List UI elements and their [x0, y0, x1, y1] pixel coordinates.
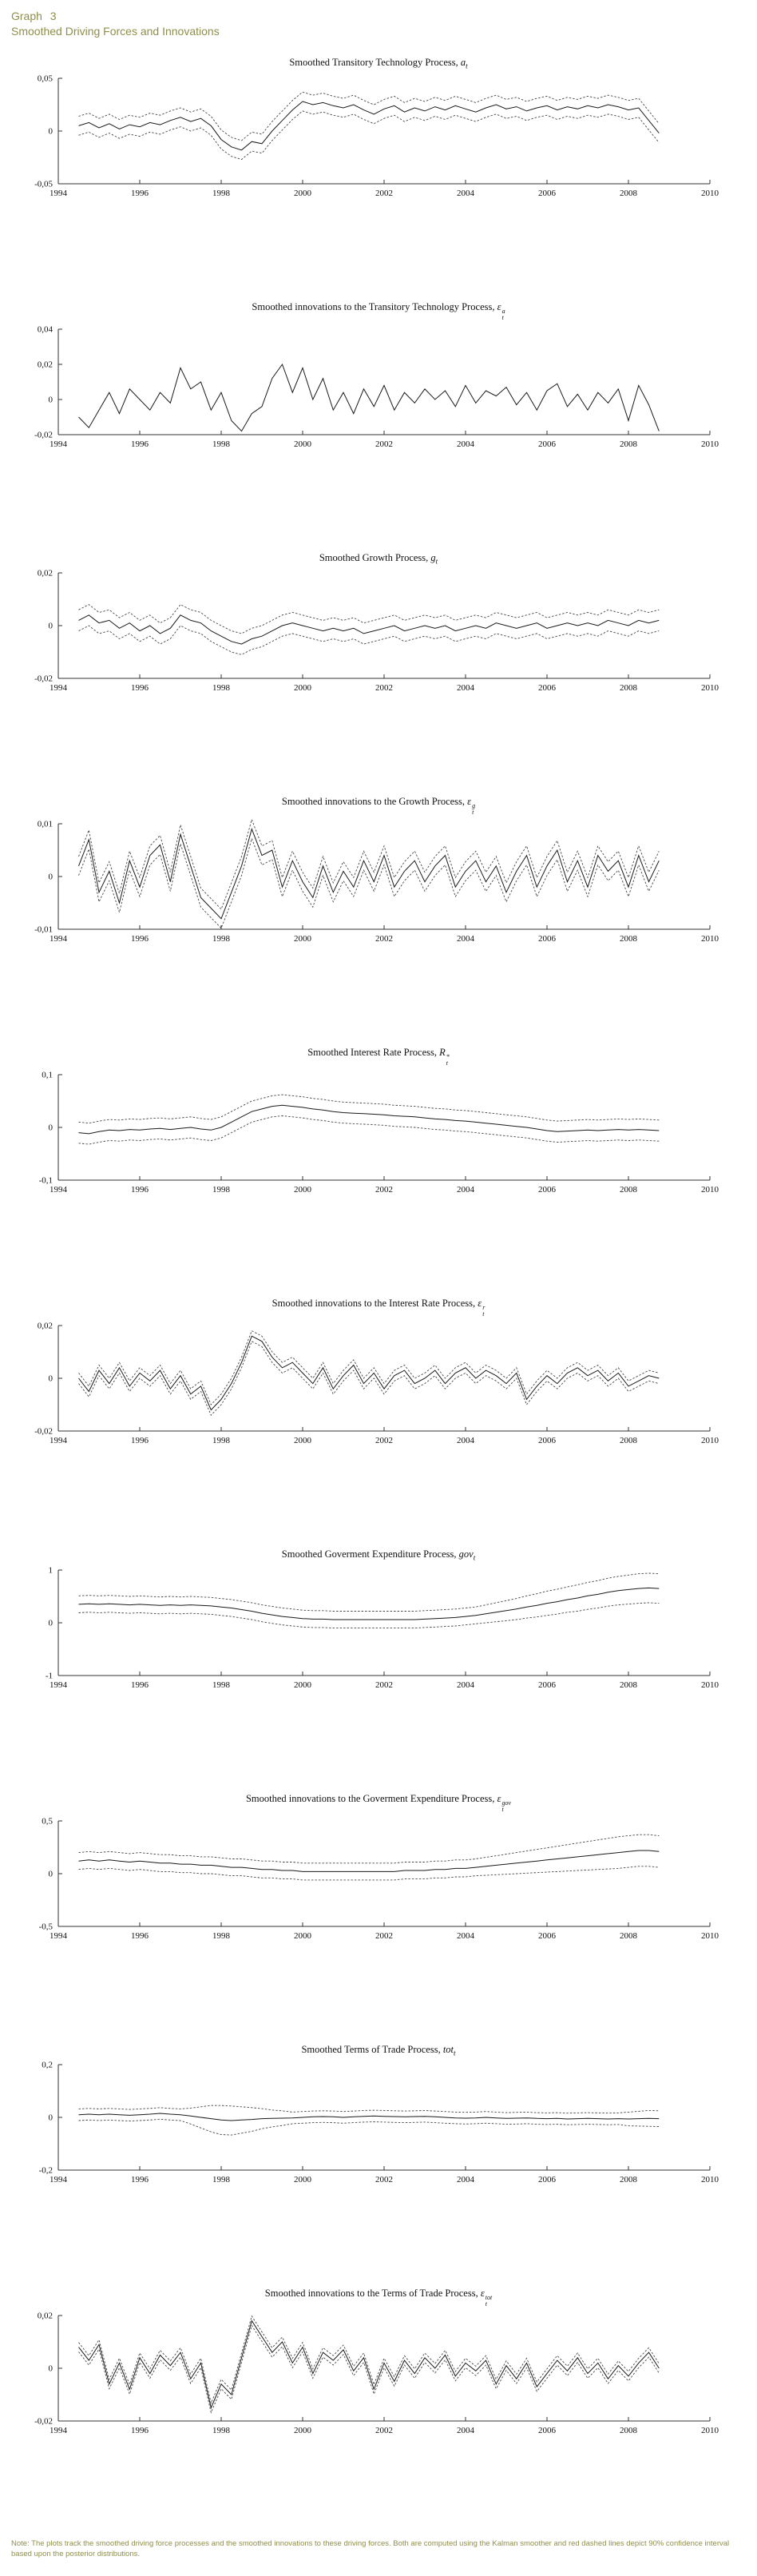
- x-tick-label: 1998: [212, 934, 230, 944]
- y-tick-label: 0,05: [37, 74, 53, 83]
- y-tick-label: 0: [48, 1123, 53, 1133]
- x-tick-label: 1998: [212, 439, 230, 449]
- x-tick-label: 2008: [620, 439, 637, 449]
- ci-upper-line: [79, 605, 660, 634]
- y-tick-label: 0: [48, 1869, 53, 1878]
- smoothed-line: [79, 1588, 660, 1620]
- chart-government-expenditure-innovations: [10, 1793, 747, 1954]
- y-tick-label: 0,04: [37, 324, 53, 334]
- x-tick-label: 2000: [294, 2426, 311, 2435]
- y-tick-label: -0,05: [34, 179, 53, 189]
- smoothed-line: [79, 615, 660, 644]
- y-tick-label: -0,2: [38, 2165, 53, 2176]
- y-tick-label: -0,02: [34, 674, 53, 684]
- x-tick-label: 1998: [212, 188, 230, 198]
- x-tick-label: 2002: [375, 188, 393, 198]
- ci-lower-line: [79, 110, 660, 159]
- math-symbol: gov$_t$: [458, 1548, 476, 1562]
- x-tick-label: 2008: [620, 1930, 637, 1941]
- x-tick-label: 2010: [701, 1185, 719, 1195]
- x-tick-label: 2004: [457, 1680, 474, 1690]
- chart-plot: [15, 1068, 742, 1204]
- x-tick-label: 2010: [701, 683, 719, 693]
- chart-interest-rate-process: [10, 1047, 747, 1208]
- chart-title-text: Smoothed innovations to the Terms of Trade Process,: [264, 2288, 481, 2299]
- chart-title: [10, 2044, 747, 2057]
- smoothed-line: [79, 364, 660, 431]
- x-tick-label: 2010: [701, 188, 719, 198]
- ci-lower-line: [79, 2119, 660, 2135]
- x-tick-label: 2008: [620, 2426, 637, 2435]
- y-tick-label: 0,2: [42, 2060, 53, 2070]
- graph-title: Smoothed Driving Forces and Innovations: [11, 25, 220, 38]
- x-tick-label: 1996: [131, 188, 149, 198]
- chart-title: [10, 1793, 747, 1813]
- x-tick-label: 1996: [131, 934, 149, 944]
- x-tick-label: 2002: [375, 934, 393, 944]
- math-symbol: ε a t: [497, 300, 505, 321]
- chart-plot: [15, 566, 742, 702]
- x-tick-label: 2008: [620, 683, 637, 693]
- chart-interest-rate-innovations: [10, 1298, 747, 1459]
- smoothed-line: [79, 1105, 660, 1134]
- chart-title-text: Smoothed Growth Process,: [319, 551, 431, 563]
- x-tick-label: 2004: [457, 934, 474, 944]
- x-tick-label: 2008: [620, 1680, 637, 1690]
- chart-title: [10, 552, 747, 566]
- x-tick-label: 1994: [50, 1930, 67, 1941]
- ci-upper-line: [79, 1095, 660, 1123]
- ci-lower-line: [79, 1866, 660, 1879]
- x-tick-label: 1998: [212, 683, 230, 693]
- x-tick-label: 2004: [457, 1930, 474, 1941]
- x-tick-label: 2002: [375, 2426, 393, 2435]
- x-tick-label: 2006: [538, 2426, 556, 2435]
- chart-plot: [15, 2309, 742, 2445]
- x-tick-label: 1994: [50, 439, 67, 449]
- x-tick-label: 2004: [457, 2426, 474, 2435]
- x-tick-label: 2000: [294, 1436, 311, 1445]
- charts-column: [10, 57, 747, 2449]
- x-tick-label: 2008: [620, 1436, 637, 1445]
- x-tick-label: 2004: [457, 188, 474, 198]
- x-tick-label: 2006: [538, 1185, 556, 1195]
- chart-growth-process: [10, 552, 747, 707]
- y-tick-label: 0,02: [37, 2311, 53, 2321]
- chart-title-text: Smoothed innovations to the Growth Process,: [281, 796, 468, 807]
- math-symbol: $g_t$: [430, 551, 438, 565]
- chart-title: [10, 301, 747, 321]
- ci-upper-line: [79, 1835, 660, 1863]
- chart-title: [10, 1548, 747, 1562]
- x-tick-label: 2010: [701, 2175, 719, 2184]
- x-tick-label: 2002: [375, 683, 393, 693]
- y-tick-label: 0: [48, 395, 53, 404]
- x-tick-label: 1998: [212, 1930, 230, 1941]
- math-symbol: tot$_t$: [442, 2043, 456, 2057]
- y-tick-label: 0,5: [42, 1816, 53, 1826]
- y-tick-label: 0,02: [37, 360, 53, 369]
- x-tick-label: 2002: [375, 1930, 393, 1941]
- smoothed-line: [79, 101, 660, 150]
- chart-growth-innovations: [10, 796, 747, 957]
- x-tick-label: 2010: [701, 1930, 719, 1941]
- x-tick-label: 2006: [538, 439, 556, 449]
- chart-plot: [15, 323, 742, 459]
- ci-lower-line: [79, 1602, 660, 1628]
- x-tick-label: 2008: [620, 188, 637, 198]
- x-tick-label: 1994: [50, 2426, 67, 2435]
- smoothed-line: [79, 1851, 660, 1871]
- ci-upper-line: [79, 2316, 660, 2403]
- x-tick-label: 2004: [457, 439, 474, 449]
- x-tick-label: 1998: [212, 2426, 230, 2435]
- x-tick-label: 1994: [50, 188, 67, 198]
- x-tick-label: 2000: [294, 439, 311, 449]
- ci-lower-line: [79, 839, 660, 928]
- chart-plot: [15, 1564, 742, 1699]
- x-tick-label: 1994: [50, 934, 67, 944]
- math-symbol: R * t: [439, 1047, 450, 1067]
- chart-title-text: Smoothed Interest Rate Process,: [307, 1047, 440, 1058]
- chart-plot: [15, 2058, 742, 2194]
- x-tick-label: 2002: [375, 2175, 393, 2184]
- x-tick-label: 1998: [212, 2175, 230, 2184]
- y-tick-label: 0,02: [37, 1321, 53, 1331]
- x-tick-label: 1994: [50, 683, 67, 693]
- x-tick-label: 2006: [538, 683, 556, 693]
- x-tick-label: 2002: [375, 1436, 393, 1445]
- ci-upper-line: [79, 92, 660, 141]
- graph-number: Graph 3: [11, 10, 57, 22]
- report-header: [11, 10, 747, 38]
- chart-plot: [15, 72, 742, 208]
- y-tick-label: -1: [45, 1671, 53, 1680]
- y-tick-label: 1: [48, 1565, 53, 1575]
- x-tick-label: 1996: [131, 1436, 149, 1445]
- x-tick-label: 2006: [538, 934, 556, 944]
- x-tick-label: 2004: [457, 683, 474, 693]
- x-tick-label: 2004: [457, 1185, 474, 1195]
- y-tick-label: -0,1: [38, 1175, 53, 1186]
- y-tick-label: 0: [48, 2113, 53, 2123]
- x-tick-label: 1996: [131, 1930, 149, 1941]
- chart-government-expenditure-process: [10, 1548, 747, 1703]
- x-tick-label: 2000: [294, 2175, 311, 2184]
- y-tick-label: 0: [48, 872, 53, 882]
- ci-upper-line: [79, 1573, 660, 1612]
- y-tick-label: 0,02: [37, 568, 53, 578]
- x-tick-label: 2006: [538, 1930, 556, 1941]
- smoothed-line: [79, 2321, 660, 2408]
- x-tick-label: 2006: [538, 1680, 556, 1690]
- x-tick-label: 2004: [457, 1436, 474, 1445]
- y-tick-label: 0: [48, 2363, 53, 2374]
- x-tick-label: 2002: [375, 439, 393, 449]
- x-tick-label: 2006: [538, 188, 556, 198]
- x-tick-label: 1998: [212, 1185, 230, 1195]
- chart-terms-of-trade-innovations: [10, 2288, 747, 2449]
- y-tick-label: 0: [48, 1618, 53, 1628]
- math-symbol: ε gov t: [497, 1792, 512, 1813]
- x-tick-label: 2000: [294, 188, 311, 198]
- y-tick-label: 0,01: [37, 819, 53, 829]
- chart-title-text: Smoothed innovations to the Interest Rate Process,: [271, 1298, 478, 1309]
- x-tick-label: 2010: [701, 2426, 719, 2435]
- x-tick-label: 2010: [701, 1680, 719, 1690]
- chart-title: [10, 796, 747, 816]
- y-tick-label: 0: [48, 126, 53, 136]
- x-tick-label: 2000: [294, 934, 311, 944]
- chart-terms-of-trade-process: [10, 2044, 747, 2199]
- x-tick-label: 1996: [131, 1680, 149, 1690]
- chart-title-text: Smoothed innovations to the Transitory Technology Process,: [252, 300, 497, 312]
- x-tick-label: 1998: [212, 1680, 230, 1690]
- x-tick-label: 2000: [294, 1680, 311, 1690]
- chart-title-text: Smoothed Transitory Technology Process,: [289, 57, 461, 68]
- x-tick-label: 2008: [620, 2175, 637, 2184]
- y-tick-label: 0,1: [42, 1070, 53, 1080]
- ci-upper-line: [79, 2105, 660, 2113]
- x-tick-label: 1996: [131, 1185, 149, 1195]
- math-symbol: ε r t: [478, 1298, 486, 1318]
- x-tick-label: 2000: [294, 1185, 311, 1195]
- chart-plot: [15, 1319, 742, 1455]
- y-tick-label: 0: [48, 621, 53, 631]
- chart-title: [10, 2288, 747, 2308]
- math-symbol: ε g t: [467, 796, 476, 816]
- ci-upper-line: [79, 1331, 660, 1405]
- x-tick-label: 2002: [375, 1680, 393, 1690]
- x-tick-label: 2010: [701, 934, 719, 944]
- x-tick-label: 1996: [131, 2426, 149, 2435]
- chart-title: [10, 1047, 747, 1067]
- chart-transitory-technology-process: [10, 57, 747, 212]
- x-tick-label: 2010: [701, 1436, 719, 1445]
- chart-title: [10, 57, 747, 70]
- y-tick-label: -0,5: [38, 1922, 53, 1931]
- chart-plot: [15, 1815, 742, 1950]
- chart-title-text: Smoothed Goverment Expenditure Process,: [281, 1548, 459, 1560]
- y-tick-label: 0: [48, 1373, 53, 1384]
- chart-plot: [15, 817, 742, 953]
- y-tick-label: -0,02: [34, 430, 53, 439]
- x-tick-label: 2006: [538, 1436, 556, 1445]
- chart-title-text: Smoothed Terms of Trade Process,: [301, 2043, 443, 2055]
- x-tick-label: 2002: [375, 1185, 393, 1195]
- x-tick-label: 2004: [457, 2175, 474, 2184]
- chart-transitory-technology-innovations: [10, 301, 747, 463]
- y-tick-label: -0,02: [34, 1426, 53, 1437]
- math-symbol: $a_t$: [460, 57, 468, 70]
- y-tick-label: -0,01: [34, 924, 53, 935]
- x-tick-label: 2008: [620, 1185, 637, 1195]
- x-tick-label: 1994: [50, 1680, 67, 1690]
- x-tick-label: 2006: [538, 2175, 556, 2184]
- x-tick-label: 2008: [620, 934, 637, 944]
- x-tick-label: 1994: [50, 2175, 67, 2184]
- x-tick-label: 1996: [131, 2175, 149, 2184]
- y-tick-label: -0,02: [34, 2416, 53, 2427]
- x-tick-label: 1994: [50, 1185, 67, 1195]
- x-tick-label: 1996: [131, 683, 149, 693]
- footnote: Note: The plots track the smoothed driving force processes and the smoothed innovations to these driving forces. Both are computed using the Kalman smoother and red dashed lines depict 90% confidence interval based upon the posterior distributions.: [11, 2539, 730, 2559]
- x-tick-label: 1998: [212, 1436, 230, 1445]
- chart-title: [10, 1298, 747, 1318]
- x-tick-label: 1996: [131, 439, 149, 449]
- x-tick-label: 2000: [294, 683, 311, 693]
- chart-title-text: Smoothed innovations to the Goverment Expenditure Process,: [245, 1792, 497, 1804]
- math-symbol: ε tot t: [480, 2288, 493, 2308]
- ci-lower-line: [79, 626, 660, 654]
- x-tick-label: 2010: [701, 439, 719, 449]
- x-tick-label: 1994: [50, 1436, 67, 1445]
- x-tick-label: 2000: [294, 1930, 311, 1941]
